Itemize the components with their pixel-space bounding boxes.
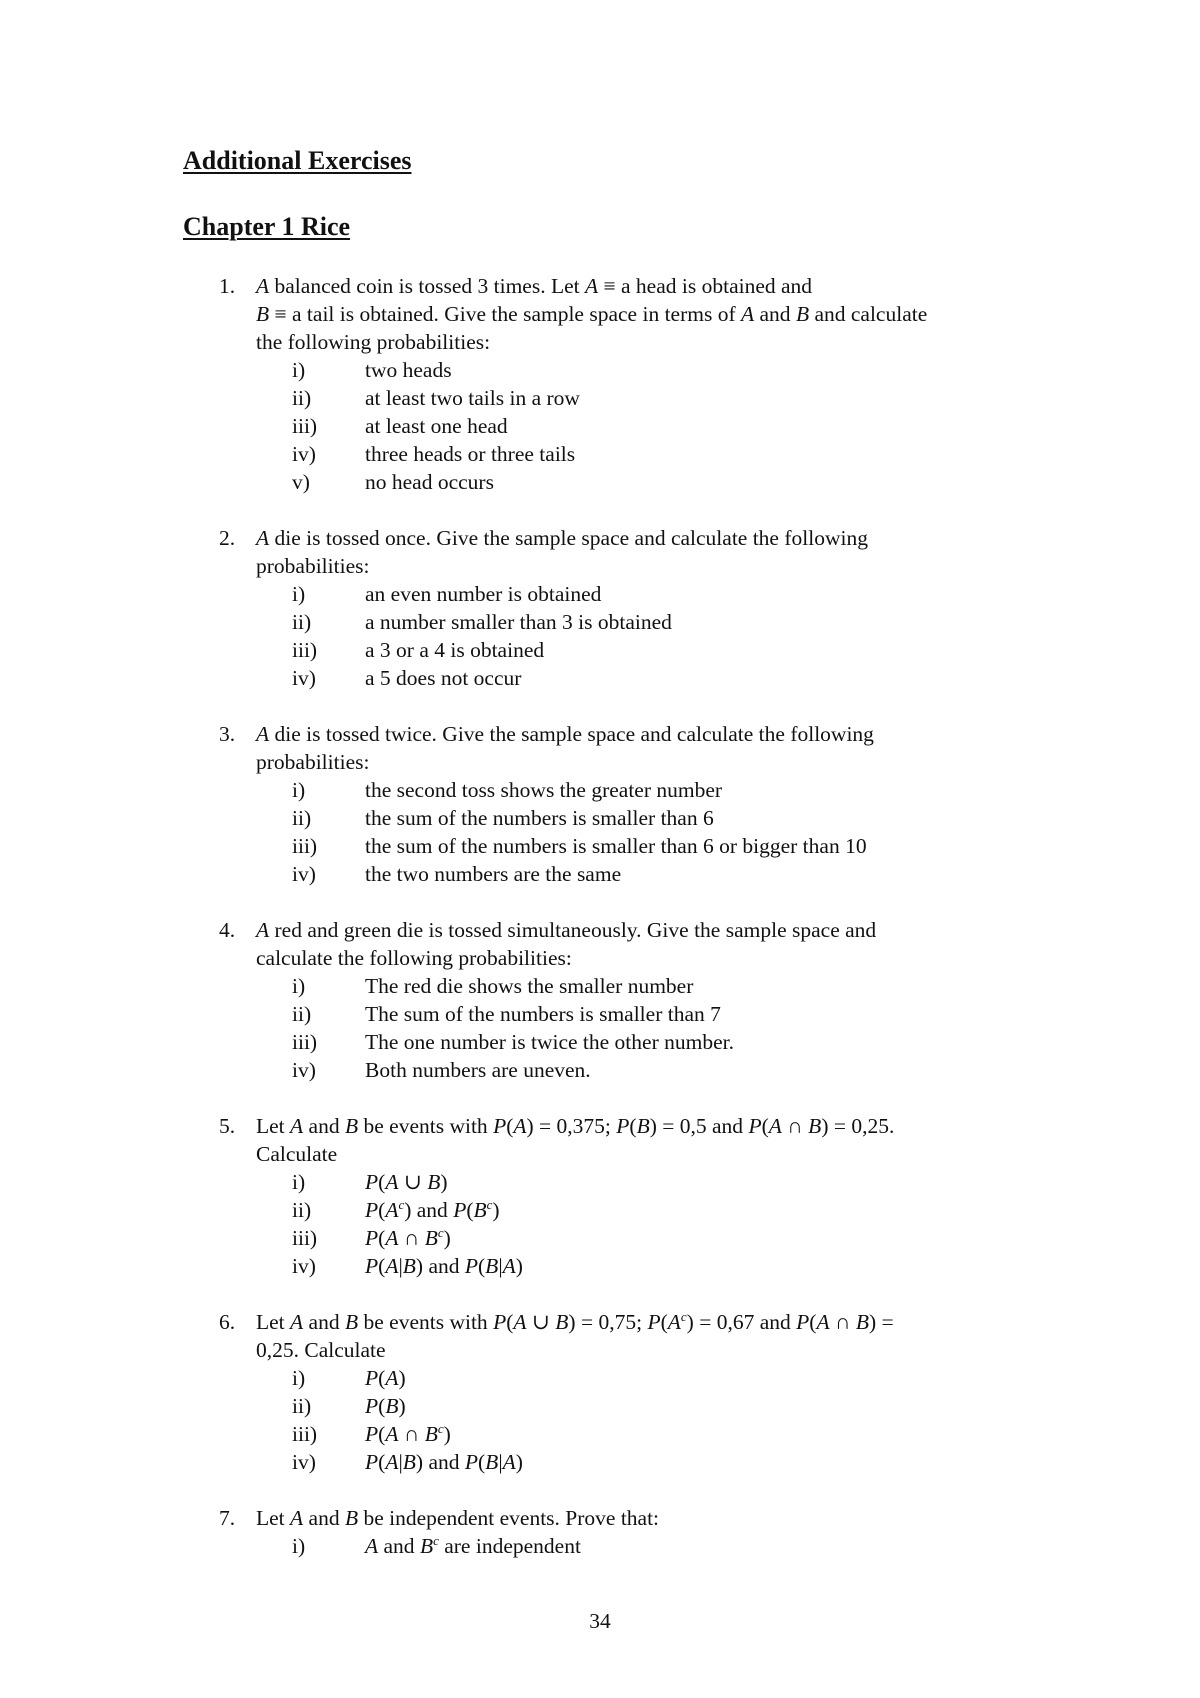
exercise-1 [0, 272, 1200, 496]
exercise-6 [0, 1308, 1200, 1476]
sub-item [0, 832, 1200, 860]
sub-item [0, 356, 1200, 384]
exercise-number: 1. [219, 274, 236, 298]
sub-item [0, 468, 1200, 496]
sub-item [0, 860, 1200, 888]
exercise-text: Let A and B be events with P(A ∪ B) = 0,75; $P(A^c) = 0,67$ and P(A ∩ B) = [256, 1309, 894, 1334]
sub-item-text: at least one head [365, 414, 508, 438]
sub-item-text: a 5 does not occur [365, 666, 522, 690]
exercise-text: A die is tossed twice. Give the sample space and calculate the following [256, 722, 874, 746]
sub-item-text: three heads or three tails [365, 442, 576, 466]
sub-item-label: ii) [292, 386, 312, 410]
exercise-text: Calculate [256, 1142, 338, 1166]
sub-item-label: i) [292, 1366, 306, 1390]
sub-item-text: The one number is twice the other number. [365, 1030, 734, 1054]
sub-item-text: two heads [365, 358, 452, 382]
sub-item-label: ii) [292, 1002, 312, 1026]
sub-item [0, 1532, 1200, 1560]
sub-item [0, 1364, 1200, 1392]
sub-item [0, 664, 1200, 692]
exercise-text: A balanced coin is tossed 3 times. Let A ≡ a head is obtained and [256, 274, 813, 298]
exercise-line [0, 944, 1200, 972]
exercise-line [0, 720, 1200, 748]
sub-item [0, 580, 1200, 608]
sub-item [0, 1448, 1200, 1476]
sub-item-text: an even number is obtained [365, 582, 602, 606]
exercise-text: probabilities: [256, 554, 370, 578]
sub-item-text: P(A ∩ $B^c$) [365, 1421, 451, 1446]
sub-item [0, 1056, 1200, 1084]
sub-item [0, 1196, 1200, 1224]
sub-item-label: ii) [292, 806, 312, 830]
exercise-line [0, 272, 1200, 300]
exercise-number: 6. [219, 1310, 236, 1334]
sub-item-label: v) [292, 470, 310, 494]
exercise-2 [0, 524, 1200, 692]
exercise-line [0, 328, 1200, 356]
exercise-text: probabilities: [256, 750, 370, 774]
sub-item [0, 1224, 1200, 1252]
exercise-3 [0, 720, 1200, 888]
exercise-text: the following probabilities: [256, 330, 491, 354]
exercise-number: 7. [219, 1506, 236, 1530]
sub-item-label: iii) [292, 1030, 318, 1054]
exercise-5 [0, 1112, 1200, 1280]
sub-item [0, 384, 1200, 412]
sub-item-label: iv) [292, 442, 316, 466]
sub-item-label: iii) [292, 1422, 318, 1446]
sub-item-label: i) [292, 1534, 306, 1558]
sub-item [0, 1392, 1200, 1420]
sub-item [0, 776, 1200, 804]
exercise-text: Let A and B be independent events. Prove that: [256, 1506, 660, 1530]
exercise-text: calculate the following probabilities: [256, 946, 572, 970]
exercise-line [0, 1504, 1200, 1532]
sub-item [0, 804, 1200, 832]
sub-item-text: P(A|B) and P(B|A) [365, 1450, 523, 1474]
exercise-line [0, 524, 1200, 552]
sub-item-label: iii) [292, 1226, 318, 1250]
sub-item-text: a number smaller than 3 is obtained [365, 610, 672, 634]
sub-item [0, 1000, 1200, 1028]
sub-item-text: no head occurs [365, 470, 494, 494]
sub-item-text: P(A|B) and P(B|A) [365, 1254, 523, 1278]
sub-item-text: the sum of the numbers is smaller than 6 or bigger than 10 [365, 834, 867, 858]
exercise-line [0, 916, 1200, 944]
sub-item-label: i) [292, 778, 306, 802]
sub-item [0, 636, 1200, 664]
exercise-7 [0, 1504, 1200, 1560]
sub-item [0, 972, 1200, 1000]
page-title: Additional Exercises [183, 146, 412, 175]
exercise-text: B ≡ a tail is obtained. Give the sample space in terms of A and B and calculate [256, 302, 928, 326]
sub-item-label: ii) [292, 610, 312, 634]
sub-item [0, 440, 1200, 468]
page-number: 34 [589, 1609, 611, 1633]
sub-item-text: $P(A^c)$ and $P(B^c)$ [365, 1197, 500, 1222]
exercise-text: A die is tossed once. Give the sample space and calculate the following [256, 526, 868, 550]
sub-item-text: The red die shows the smaller number [365, 974, 694, 998]
sub-item-label: iv) [292, 862, 316, 886]
exercise-line [0, 552, 1200, 580]
sub-item [0, 1420, 1200, 1448]
exercise-number: 2. [219, 526, 236, 550]
exercise-text: A red and green die is tossed simultaneously. Give the sample space and [256, 918, 877, 942]
sub-item-text: at least two tails in a row [365, 386, 580, 410]
sub-item-text: the second toss shows the greater number [365, 778, 723, 802]
exercise-number: 4. [219, 918, 236, 942]
exercise-line [0, 1336, 1200, 1364]
sub-item-label: ii) [292, 1198, 312, 1222]
sub-item-label: iii) [292, 834, 318, 858]
exercise-number: 3. [219, 722, 236, 746]
sub-item-label: iv) [292, 1450, 316, 1474]
sub-item [0, 1252, 1200, 1280]
sub-item-text: P(A) [365, 1366, 406, 1390]
exercise-list [0, 272, 1200, 1588]
sub-item-label: iii) [292, 414, 318, 438]
sub-item-text: P(A ∪ B) [365, 1170, 448, 1194]
exercise-line [0, 1308, 1200, 1336]
sub-item-label: iv) [292, 666, 316, 690]
sub-item [0, 412, 1200, 440]
sub-item-label: i) [292, 1170, 306, 1194]
sub-item-text: a 3 or a 4 is obtained [365, 638, 545, 662]
exercise-line [0, 748, 1200, 776]
sub-item [0, 1028, 1200, 1056]
sub-item-label: i) [292, 974, 306, 998]
sub-item-text: Both numbers are uneven. [365, 1058, 591, 1082]
sub-item-label: iv) [292, 1058, 316, 1082]
sub-item [0, 608, 1200, 636]
sub-item-text: the sum of the numbers is smaller than 6 [365, 806, 714, 830]
sub-item-text: P(B) [365, 1394, 406, 1418]
sub-item-label: i) [292, 582, 306, 606]
chapter-heading: Chapter 1 Rice [183, 212, 351, 241]
sub-item-text: the two numbers are the same [365, 862, 622, 886]
sub-item-text: The sum of the numbers is smaller than 7 [365, 1002, 721, 1026]
exercise-text: 0,25. Calculate [256, 1338, 386, 1362]
sub-item [0, 1168, 1200, 1196]
sub-item-label: iv) [292, 1254, 316, 1278]
exercise-4 [0, 916, 1200, 1084]
sub-item-text: A and $B^c$ are independent [365, 1533, 581, 1558]
sub-item-label: i) [292, 358, 306, 382]
exercise-text: Let A and B be events with P(A) = 0,375; P(B) = 0,5 and P(A ∩ B) = 0,25. [256, 1114, 895, 1138]
sub-item-label: ii) [292, 1394, 312, 1418]
exercise-line [0, 1112, 1200, 1140]
exercise-line [0, 1140, 1200, 1168]
sub-item-text: P(A ∩ $B^c$) [365, 1225, 451, 1250]
sub-item-label: iii) [292, 638, 318, 662]
exercise-line [0, 300, 1200, 328]
exercise-number: 5. [219, 1114, 236, 1138]
